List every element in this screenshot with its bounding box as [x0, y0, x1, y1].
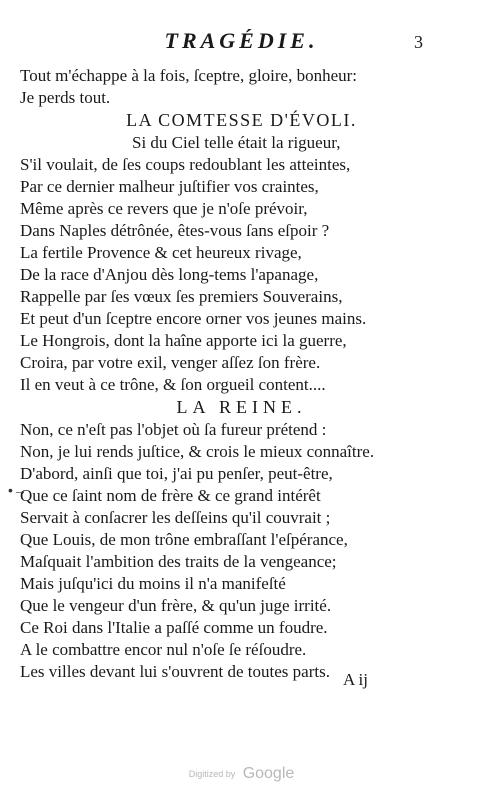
signature-mark: A ij — [342, 670, 368, 689]
watermark-prefix: Digitized by — [188, 768, 236, 779]
page-header — [0, 28, 483, 58]
verse-line: Je perds tout. — [20, 88, 111, 107]
watermark-brand: Google — [242, 765, 295, 782]
digitization-watermark — [0, 765, 483, 783]
running-title: TRAGÉDIE. — [164, 28, 319, 53]
verse-line: Et peut d'un ſceptre encore orner vos jeunes mains. — [20, 309, 367, 328]
verse-line: Les villes devant lui s'ouvrent de toutes parts. — [20, 662, 330, 681]
verse-line: Non, ce n'eſt pas l'objet où ſa fureur prétend : — [20, 420, 327, 439]
page-number: 3 — [414, 32, 423, 52]
speaker-name: LA REINE. — [176, 397, 307, 417]
verse-line: Rappelle par ſes vœux ſes premiers Souverains, — [20, 287, 343, 306]
verse-line: De la race d'Anjou dès long-tems l'apanage, — [20, 265, 319, 284]
verse-line: La fertile Provence & cet heureux rivage, — [20, 243, 302, 262]
margin-mark-icon: •→ — [8, 482, 27, 498]
verse-line: Servait à conſacrer les deſſeins qu'il couvrait ; — [20, 508, 331, 527]
verse-line: Il en veut à ce trône, & ſon orgueil content.... — [20, 375, 326, 394]
verse-line: Tout m'échappe à la fois, ſceptre, gloire, bonheur: — [20, 66, 358, 85]
verse-line: Ce Roi dans l'Italie a paſſé comme un foudre. — [20, 618, 328, 637]
verse-line: A le combattre encor nul n'oſe ſe réſoudre. — [20, 640, 307, 659]
verse-line: Non, je lui rends juſtice, & crois le mieux connaître. — [20, 442, 375, 461]
verse-line: Le Hongrois, dont la haîne apporte ici la guerre, — [20, 331, 347, 350]
verse-line: Que le vengeur d'un frère, & qu'un juge irrité. — [20, 596, 332, 615]
verse-line: Que ce ſaint nom de frère & ce grand intérêt — [20, 486, 321, 505]
verse-line: Que Louis, de mon trône embraſſant l'eſpérance, — [20, 530, 348, 549]
verse-line: S'il voulait, de ſes coups redoublant les atteintes, — [20, 155, 351, 174]
verse-line: Mais juſqu'ici du moins il n'a manifeſté — [20, 574, 286, 593]
verse-line: Croira, par votre exil, venger aſſez ſon frère. — [20, 353, 321, 372]
verse-line: Maſquait l'ambition des traits de la vengeance; — [20, 552, 337, 571]
verse-line: D'abord, ainſi que toi, j'ai pu penſer, peut-être, — [20, 464, 333, 483]
speaker-name: LA COMTESSE D'ÉVOLI. — [126, 110, 357, 130]
verse-line: Même après ce revers que je n'oſe prévoir, — [20, 199, 308, 218]
verse-line: Par ce dernier malheur juſtifier vos craintes, — [20, 177, 319, 196]
verse-line: Dans Naples détrônée, êtes-vous ſans eſpoir ? — [20, 221, 330, 240]
verse-line: Si du Ciel telle était la rigueur, — [132, 133, 341, 152]
